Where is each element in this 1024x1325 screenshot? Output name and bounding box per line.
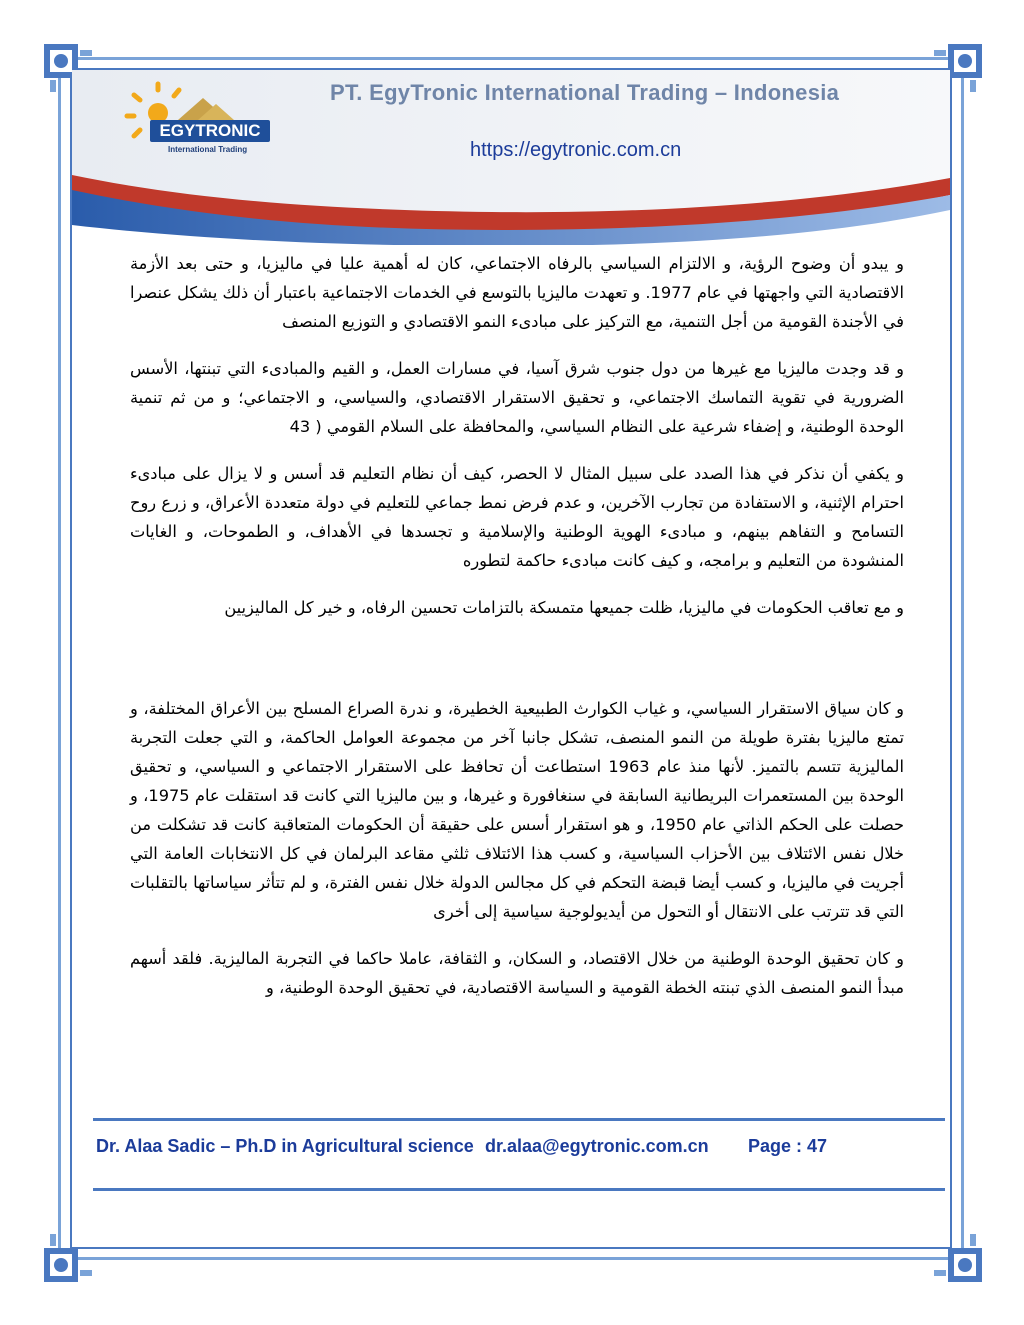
logo-subtitle: International Trading xyxy=(168,145,248,154)
company-title: PT. EgyTronic International Trading – Indonesia xyxy=(330,80,840,105)
footer-author: Dr. Alaa Sadic – Ph.D in Agricultural science xyxy=(96,1136,474,1156)
footer-divider-bottom xyxy=(93,1188,945,1191)
paragraph-4: و مع تعاقب الحكومات في ماليزيا، ظلت جميعها متمسكة بالتزامات تحسين الرفاه، و خير كل الماليزيين xyxy=(224,598,904,617)
paragraph-5: و كان سياق الاستقرار السياسي، و غياب الكوارث الطبيعية الخطيرة، و ندرة الصراع المسلح بين الأعراق المختلفة، و تمتع ماليزيا بفترة طويلة من النمو المنصف، تشكل جانبا آخر من مجموعة العوامل الحاكمة، و التي جعلت التجربة الماليزية تتسم بالتميز. لأنها منذ عام 1963 استطاعت أن تحافظ على الاستقرار الاجتماعي و السياسي، و تحقيق الوحدة بين المستعمرات البريطانية السابقة في سنغافورة و غيرها، و بين ماليزيا التي كانت قد استقلت عام 1975، و حصلت على الحكم الذاتي عام 1950، و هو استقرار أسس على حقيقة أن الحكومات المتعاقبة كانت قد تشكلت من خلال نفس الائتلاف بين الأحزاب السياسية، و كسب هذا الائتلاف ثلثي مقاعد البرلمان في كل الانتخابات العامة التي أجريت في ماليزيا، و كسب أيضا قبضة التحكم في كل مجالس الدولة خلال نفس الفترة، و لم تتأثر سياساتها بالتقلبات التي قد تترتب على الانتقال أو التحول من أيديولوجية سياسية إلى أخرى xyxy=(130,699,904,921)
paragraph-6: و كان تحقيق الوحدة الوطنية من خلال الاقتصاد، و السكان، و الثقافة، عاملا حاكما في التجربة الماليزية. فلقد أسهم مبدأ النمو المنصف الذي تبنته الخطة القومية و السياسة الاقتصادية، في تحقيق الوحدة الوطنية، و xyxy=(130,949,904,997)
logo-name: EGYTRONIC xyxy=(150,120,270,142)
document-body xyxy=(130,249,904,1020)
paragraph-1: و يبدو أن وضوح الرؤية، و الالتزام السياسي بالرفاه الاجتماعي، كان له أهمية عليا في ماليزيا، و حتى بعد الأزمة الاقتصادية التي واجهتها في عام 1977. و تعهدت ماليزيا بالتوسع في الخدمات الاجتماعية باعتبار أن ذلك يشكل عنصرا في الأجندة القومية من أجل التنمية، مع التركيز على مبادىء النمو الاقتصادي و التوزيع المنصف xyxy=(130,254,904,331)
paragraph-2: و قد وجدت ماليزيا مع غيرها من دول جنوب شرق آسيا، في مسارات العمل، و القيم والمبادىء التي تبنتها، الأسس الضرورية في تقوية التماسك الاجتماعي، و تحقيق الاستقرار الاقتصادي، والسياسي، و الاجتماعي؛ و من ثم تنمية الوحدة الوطنية، و إضفاء شرعية على النظام السياسي، والمحافظة على السلام القومي ( 43 xyxy=(130,359,904,436)
footer-page-number: Page : 47 xyxy=(748,1136,828,1156)
website-link[interactable]: https://egytronic.com.cn xyxy=(470,139,682,161)
corner-ornament-bottom-right xyxy=(930,1230,990,1290)
footer-divider-top xyxy=(93,1118,945,1121)
footer-email-link[interactable]: dr.alaa@egytronic.com.cn xyxy=(485,1136,709,1156)
corner-ornament-bottom-left xyxy=(36,1230,96,1290)
paragraph-3: و يكفي أن نذكر في هذا الصدد على سبيل المثال لا الحصر، كيف أن نظام التعليم قد أسس و لا يزال على مبادىء احترام الإثنية، و الاستفادة من تجارب الآخرين، و عدم فرض نمط جماعي للتعليم في دولة متعددة الأعراق، و زرع روح التسامح و التفاهم بينهم، و مبادىء الهوية الوطنية والإسلامية و تجسدها في الأهداف، و الطموحات، و الغايات المنشودة من التعليم و برامجه، و كيف كانت مبادىء حاكمة لتطوره xyxy=(130,464,904,570)
